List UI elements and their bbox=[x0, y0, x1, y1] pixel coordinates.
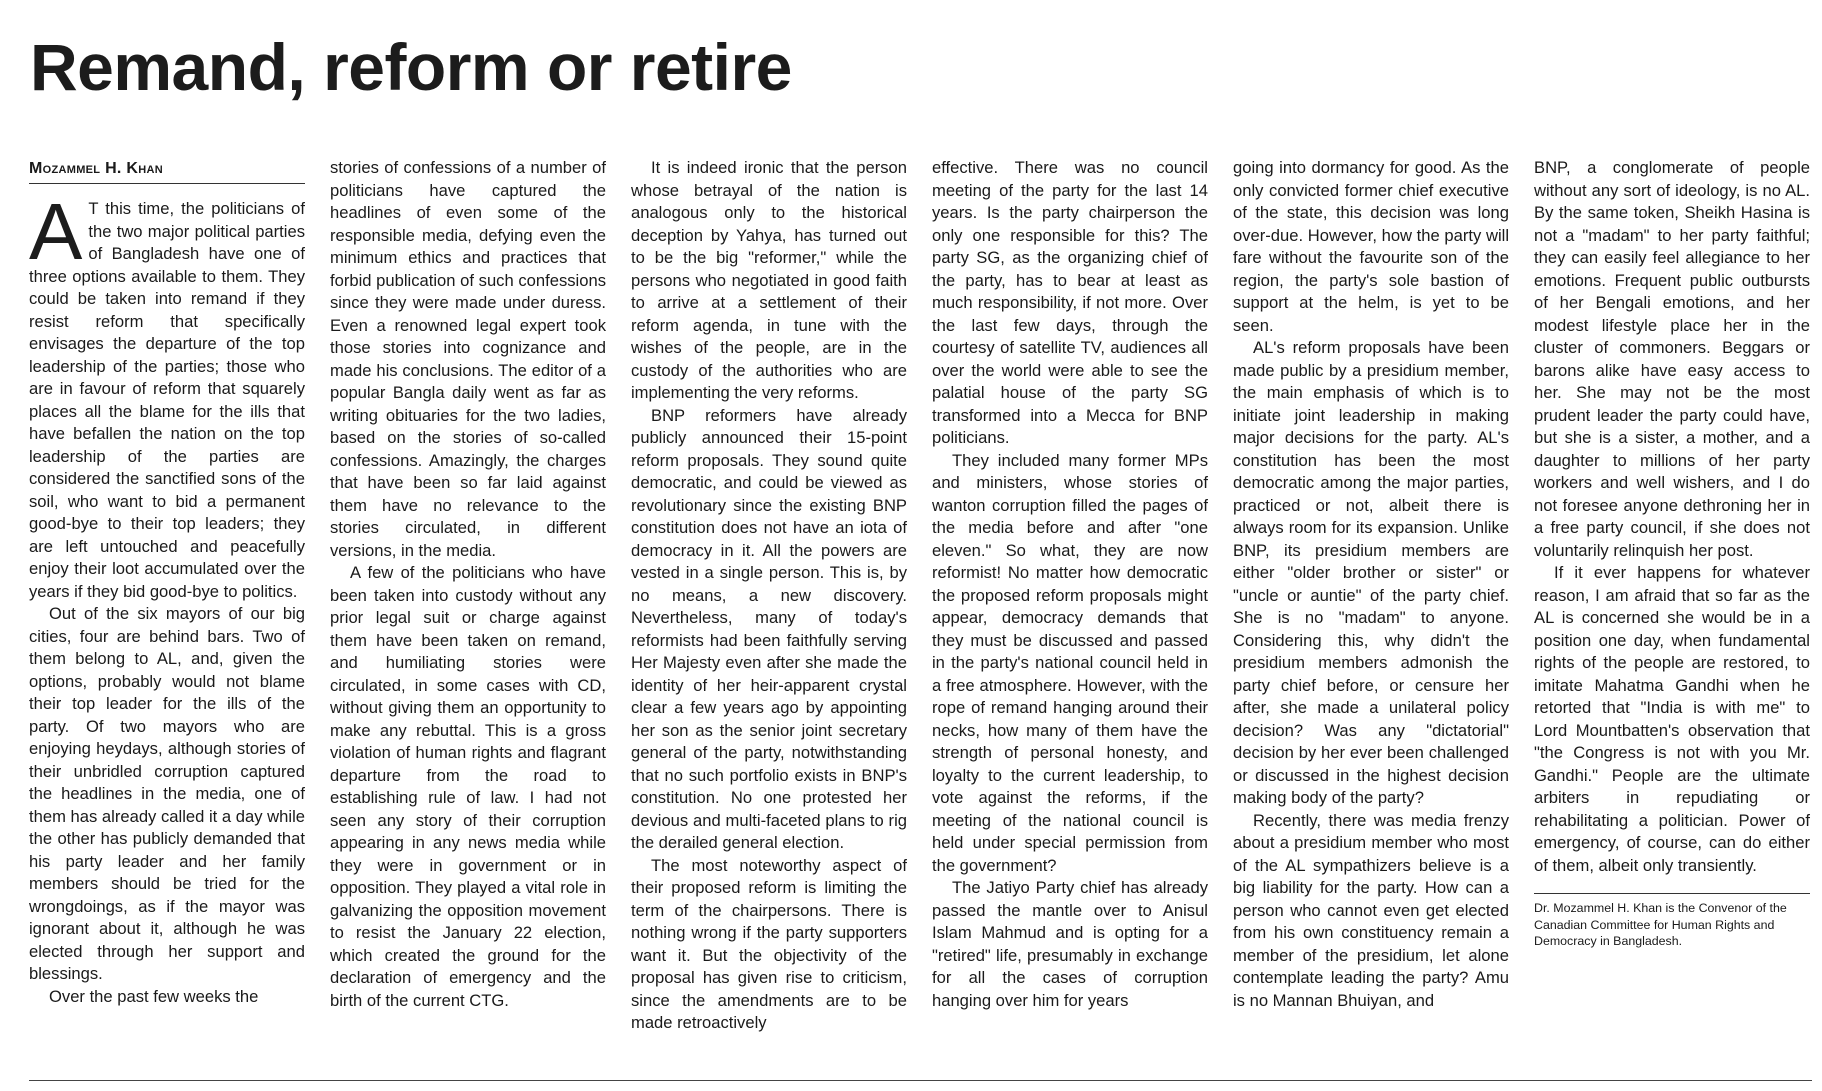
column-5 bbox=[1233, 157, 1509, 1012]
drop-cap: A bbox=[29, 187, 83, 276]
paragraph: The most noteworthy aspect of their proposed reform is limiting the term of the chairpersons. There is nothing wrong if the party supporters want it. But the objectivity of the proposal has given rise to criticism, since the amendments are to be made retroactively bbox=[631, 855, 907, 1032]
paragraph: AL's reform proposals have been made public by a presidium member, the main emphasis of which is to initiate joint leadership in making major decisions for the party. AL's constitution has been the most democratic among the major parties, practiced or not, albeit there is always room for its expansion. Unlike BNP, its presidium members are either "older brother or sister" or "uncle or auntie" of the party chief. She is no "madam" to anyone. Considering this, why didn't the presidium members admonish the party chief before, or censure her after, she made a unilateral policy decision? Was any "dictatorial" decision by her ever been challenged or discussed in the highest decision making body of the party? bbox=[1233, 338, 1509, 807]
paragraph: BNP, a conglomerate of people without any sort of ideology, is no AL. By the same token, Sheikh Hasina is not a "madam" to her party faithful; they can easily feel allegiance to her emotions. Frequent public outbursts of her Bengali emotions, and her modest lifestyle place her in the cluster of commoners. Beggars or barons alike have easy access to her. She may not be the most prudent leader the party could have, but she is a sister, a mother, and a daughter to millions of her party workers and well wishers, and I do not foresee anyone dethroning her in a free party council, if she does not voluntarily relinquish her post. bbox=[1534, 158, 1810, 560]
paragraph: The Jatiyo Party chief has already passed the mantle over to Anisul Islam Mahmud and is opting for a "retired" life, presumably in exchange for all the cases of corruption hanging over him for years bbox=[932, 878, 1208, 1010]
column-2 bbox=[330, 157, 606, 1012]
paragraph: They included many former MPs and ministers, whose stories of wanton corruption filled the pages of the media before and after "one eleven." So what, they are now reformist! No matter how democratic the proposed reform proposals might appear, democracy demands that they must be discussed and passed in the party's national council held in a free atmosphere. However, with the rope of remand hanging around their necks, how many of them have the strength of personal honesty, and loyalty to the current leadership, to vote against the reforms, if the meeting of the national council is held under special permission from the government? bbox=[932, 450, 1208, 875]
paragraph: going into dormancy for good. As the only convicted former chief executive of the state, this decision was long over-due. However, how the party will fare without the favourite son of the region, the party's sole bastion of support at the helm, is yet to be seen. bbox=[1233, 158, 1509, 335]
column-3 bbox=[631, 157, 907, 1035]
headline: Remand, reform or retire bbox=[30, 30, 792, 104]
lead-paragraph bbox=[29, 187, 305, 603]
paragraph: stories of confessions of a number of politicians have captured the headlines of even some of the responsible media, defying even the minimum ethics and practices that forbid publication of such confessions since they were made under duress. Even a renowned legal expert took those stories into cognizance and made his conclusions. The editor of a popular Bangla daily went as far as writing obituaries for the two ladies, based on the stories of so-called confessions. Amazingly, the charges that have been so far laid against them have no relevance to the stories circulated, in different versions, in the media. bbox=[330, 158, 606, 560]
paragraph: effective. There was no council meeting of the party for the last 14 years. Is the party chairperson the only one responsible for this? The party SG, as the organizing chief of the party, has to bear at least as much responsibility, if not more. Over the last few days, through the courtesy of satellite TV, audiences all over the world were able to see the palatial house of the party SG transformed into a Mecca for BNP politicians. bbox=[932, 158, 1208, 447]
paragraph: Over the past few weeks the bbox=[49, 986, 259, 1006]
column-4 bbox=[932, 157, 1208, 1012]
paragraph: Out of the six mayors of our big cities, four are behind bars. Two of them belong to AL, and, given the options, probably would not blame their top leader for the ills of the party. Of two mayors who are enjoying heydays, although stories of their unbridled corruption captured the headlines in the media, one of them has already called it a day while the other has publicly demanded that his party leader and her family members should be tried for the wrongdoings, as if the mayor was ignorant about it, although he was elected through her support and blessings. bbox=[29, 604, 305, 983]
column-1 bbox=[29, 187, 305, 1008]
lead-text: T this time, the politicians of the two major political parties of Bangladesh have one of three options available to them. They could be taken into remand if they resist reform that specifically envisages the departure of the top leadership of the parties; those who are in favour of reform that squarely places all the blame for the ills that have befallen the nation on the top leadership of the parties are considered the sanctified sons of the soil, who want to bid a permanent good-bye to their top leaders; they are left untouched and peacefully enjoy their loot accumulated over the years if they bid good-bye to politics. bbox=[29, 199, 305, 601]
bottom-divider bbox=[29, 1080, 1812, 1081]
author-bio: Dr. Mozammel H. Khan is the Convenor of the Canadian Committee for Human Rights and Democracy in Bangladesh. bbox=[1534, 893, 1810, 950]
paragraph: Recently, there was media frenzy about a presidium member who most of the AL sympathizers believe is a big liability for the party. How can a person who cannot even get elected from his own constituency remain a member of the presidium, let alone contemplate leading the party? Amu is no Mannan Bhuiyan, and bbox=[1233, 810, 1509, 1010]
byline: Mozammel H. Khan bbox=[29, 160, 305, 184]
paragraph: It is indeed ironic that the person whose betrayal of the nation is analogous only to the historical deception by Yahya, has turned out to be the big "reformer," while the persons who negotiated in good faith to arrive at a settlement of their reform agenda, in tune with the wishes of the people, are in the custody of the authorities who are implementing the very reforms. bbox=[631, 158, 907, 402]
column-6 bbox=[1534, 157, 1810, 950]
paragraph: A few of the politicians who have been taken into custody without any prior legal suit or charge against them have been taken on remand, and humiliating stories were circulated, in some cases with CD, without giving them an opportunity to make any rebuttal. This is a gross violation of human rights and flagrant departure from the road to establishing rule of law. I had not seen any story of their corruption appearing in any news media while they were in government or in opposition. They played a vital role in galvanizing the opposition movement to resist the January 22 election, which created the ground for the declaration of emergency and the birth of the current CTG. bbox=[330, 563, 606, 1010]
paragraph: BNP reformers have already publicly announced their 15-point reform proposals. They sound quite democratic, and could be viewed as revolutionary since the existing BNP constitution does not have an iota of democracy in it. All the powers are vested in a single person. This is, by no means, a new discovery. Nevertheless, many of today's reformists had been faithfully serving Her Majesty even after she made the identity of her heir-apparent crystal clear a few years ago by appointing her son as the senior joint secretary general of the party, notwithstanding that no such portfolio exists in BNP's constitution. No one protested her devious and multi-faceted plans to rig the derailed general election. bbox=[631, 405, 907, 852]
paragraph: If it ever happens for whatever reason, I am afraid that so far as the AL is concerned she would be in a position one day, when fundamental rights of the people are restored, to imitate Mahatma Gandhi when he retorted that "India is with me" to Lord Mountbatten's observation that "the Congress is not with you Mr. Gandhi." People are the ultimate arbiters in repudiating or rehabilitating a politician. Power of emergency, of course, can do either of them, albeit only transiently. bbox=[1534, 563, 1810, 875]
